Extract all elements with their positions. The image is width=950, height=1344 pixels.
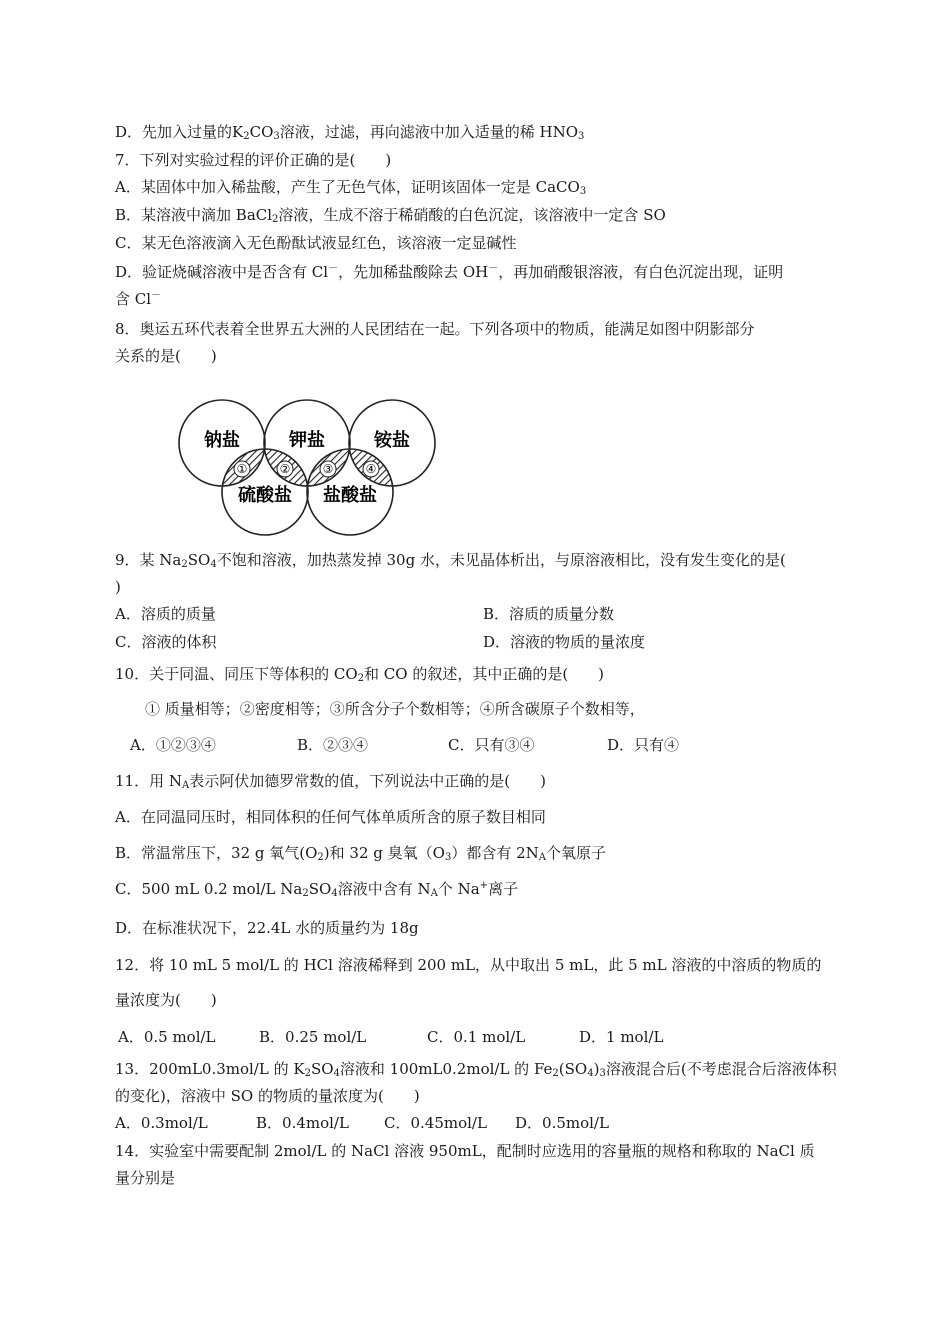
q12-option-a: A．0.5 mol/L	[118, 1028, 216, 1046]
q9-option-b: B．溶质的质量分数	[483, 605, 615, 623]
q9-option-c: C．溶液的体积	[115, 633, 217, 651]
q9-option-a: A．溶质的质量	[115, 605, 216, 623]
q14-stem-line2: 量分别是	[115, 1169, 176, 1187]
q10-option-d: D．只有④	[607, 736, 680, 754]
label-chloride: 盐酸盐	[323, 485, 377, 506]
q7-option-d-line1: D．验证烧碱溶液中是否含有 Cl－，先加稀盐酸除去 OH－，再加硝酸银溶液，有白色沉淀出现，证明	[115, 263, 784, 281]
label-sulfate: 硫酸盐	[238, 485, 292, 506]
label-potassium-salt: 钾盐	[289, 430, 325, 451]
q12-option-d: D．1 mol/L	[579, 1028, 664, 1046]
olympic-rings-diagram	[170, 395, 450, 545]
svg-text:②: ②	[279, 462, 291, 476]
q12-option-c: C．0.1 mol/L	[427, 1028, 526, 1046]
q13-stem-line1: 13．200mL0.3mol/L 的 $K_2SO_4$溶液和 100mL0.2mol/L 的 $Fe_2(SO_4)_3$溶液混合后(不考虑混合后溶液体积	[115, 1060, 837, 1079]
q11-stem: 11．用 $N_A$表示阿伏加德罗常数的值，下列说法中正确的是( )	[115, 772, 546, 791]
q10-option-b: B．②③④	[297, 736, 369, 754]
marker-4	[363, 461, 379, 477]
q13-option-b: B．0.4mol/L	[256, 1114, 349, 1132]
q7-option-d-line2: 含 Cl－	[115, 290, 162, 308]
q12-option-b: B．0.25 mol/L	[259, 1028, 367, 1046]
q10-option-a: A．①②③④	[130, 736, 216, 754]
q12-stem-line1: 12．将 10 mL 5 mol/L 的 HCl 溶液稀释到 200 mL，从中取出 5 mL，此 5 mL 溶液的中溶质的物质的	[115, 956, 822, 974]
q10-option-c: C．只有③④	[448, 736, 535, 754]
label-sodium-salt: 钠盐	[204, 430, 240, 451]
q11-option-d: D．在标准状况下，22.4L 水的质量约为 18g	[115, 919, 419, 937]
q9-stem-line1: 9．某 $Na_2SO_4$不饱和溶液，加热蒸发掉 30g 水，未见晶体析出，与原溶液相比，没有发生变化的是(	[115, 551, 786, 570]
q7-option-a: A．某固体中加入稀盐酸，产生了无色气体，证明该固体一定是 CaCO$_3$	[115, 178, 587, 197]
q11-option-a: A．在同温同压时，相同体积的任何气体单质所含的原子数目相同	[115, 808, 546, 826]
marker-3	[320, 461, 336, 477]
q13-stem-line2: 的变化)，溶液中 SO 的物质的量浓度为( )	[115, 1087, 420, 1105]
q10-stem: 10．关于同温、同压下等体积的 $CO_2$和 CO 的叙述，其中正确的是( )	[115, 665, 605, 684]
q12-stem-line2: 量浓度为( )	[115, 991, 217, 1009]
q13-option-c: C．0.45mol/L	[384, 1114, 487, 1132]
q14-stem-line1: 14．实验室中需要配制 2mol/L 的 NaCl 溶液 950mL，配制时应选用的容量瓶的规格和称取的 NaCl 质	[115, 1142, 815, 1160]
q7-option-c: C．某无色溶液滴入无色酚酞试液显红色，该溶液一定显碱性	[115, 234, 517, 252]
marker-1	[234, 461, 250, 477]
q11-option-b: B．常温常压下，32 g 氧气$(O_2)$和 32 g 臭氧$(O_3)$都含有 $2N_A$个氧原子	[115, 844, 606, 863]
svg-text:③: ③	[322, 462, 334, 476]
q11-option-c: C．500 mL 0.2 mol/L $Na_2SO_4$溶液中含有 $N_A$个 Na+离子	[115, 880, 519, 899]
svg-text:④: ④	[365, 462, 377, 476]
q8-stem-line1: 8．奥运五环代表着全世界五大洲的人民团结在一起。下列各项中的物质，能满足如图中阴影部分	[115, 320, 755, 338]
label-ammonium-salt: 铵盐	[374, 430, 410, 451]
q13-option-d: D．0.5mol/L	[515, 1114, 609, 1132]
q7-option-b: B．某溶液中滴加 BaCl$_2$溶液，生成不溶于稀硝酸的白色沉淀，该溶液中一定含 SO	[115, 206, 666, 225]
q9-stem-line2: )	[115, 578, 121, 596]
q13-option-a: A．0.3mol/L	[115, 1114, 208, 1132]
svg-text:①: ①	[236, 462, 248, 476]
q10-statements: ① 质量相等；②密度相等；③所含分子个数相等；④所含碳原子个数相等，	[145, 700, 645, 718]
q9-option-d: D．溶液的物质的量浓度	[483, 633, 646, 651]
q6-option-d: D．先加入过量的$K_2CO_3$溶液，过滤，再向滤液中加入适量的稀 $HNO_3$	[115, 123, 585, 142]
q7-stem: 7．下列对实验过程的评价正确的是( )	[115, 151, 392, 169]
marker-2	[277, 461, 293, 477]
q8-stem-line2: 关系的是( )	[115, 347, 217, 365]
